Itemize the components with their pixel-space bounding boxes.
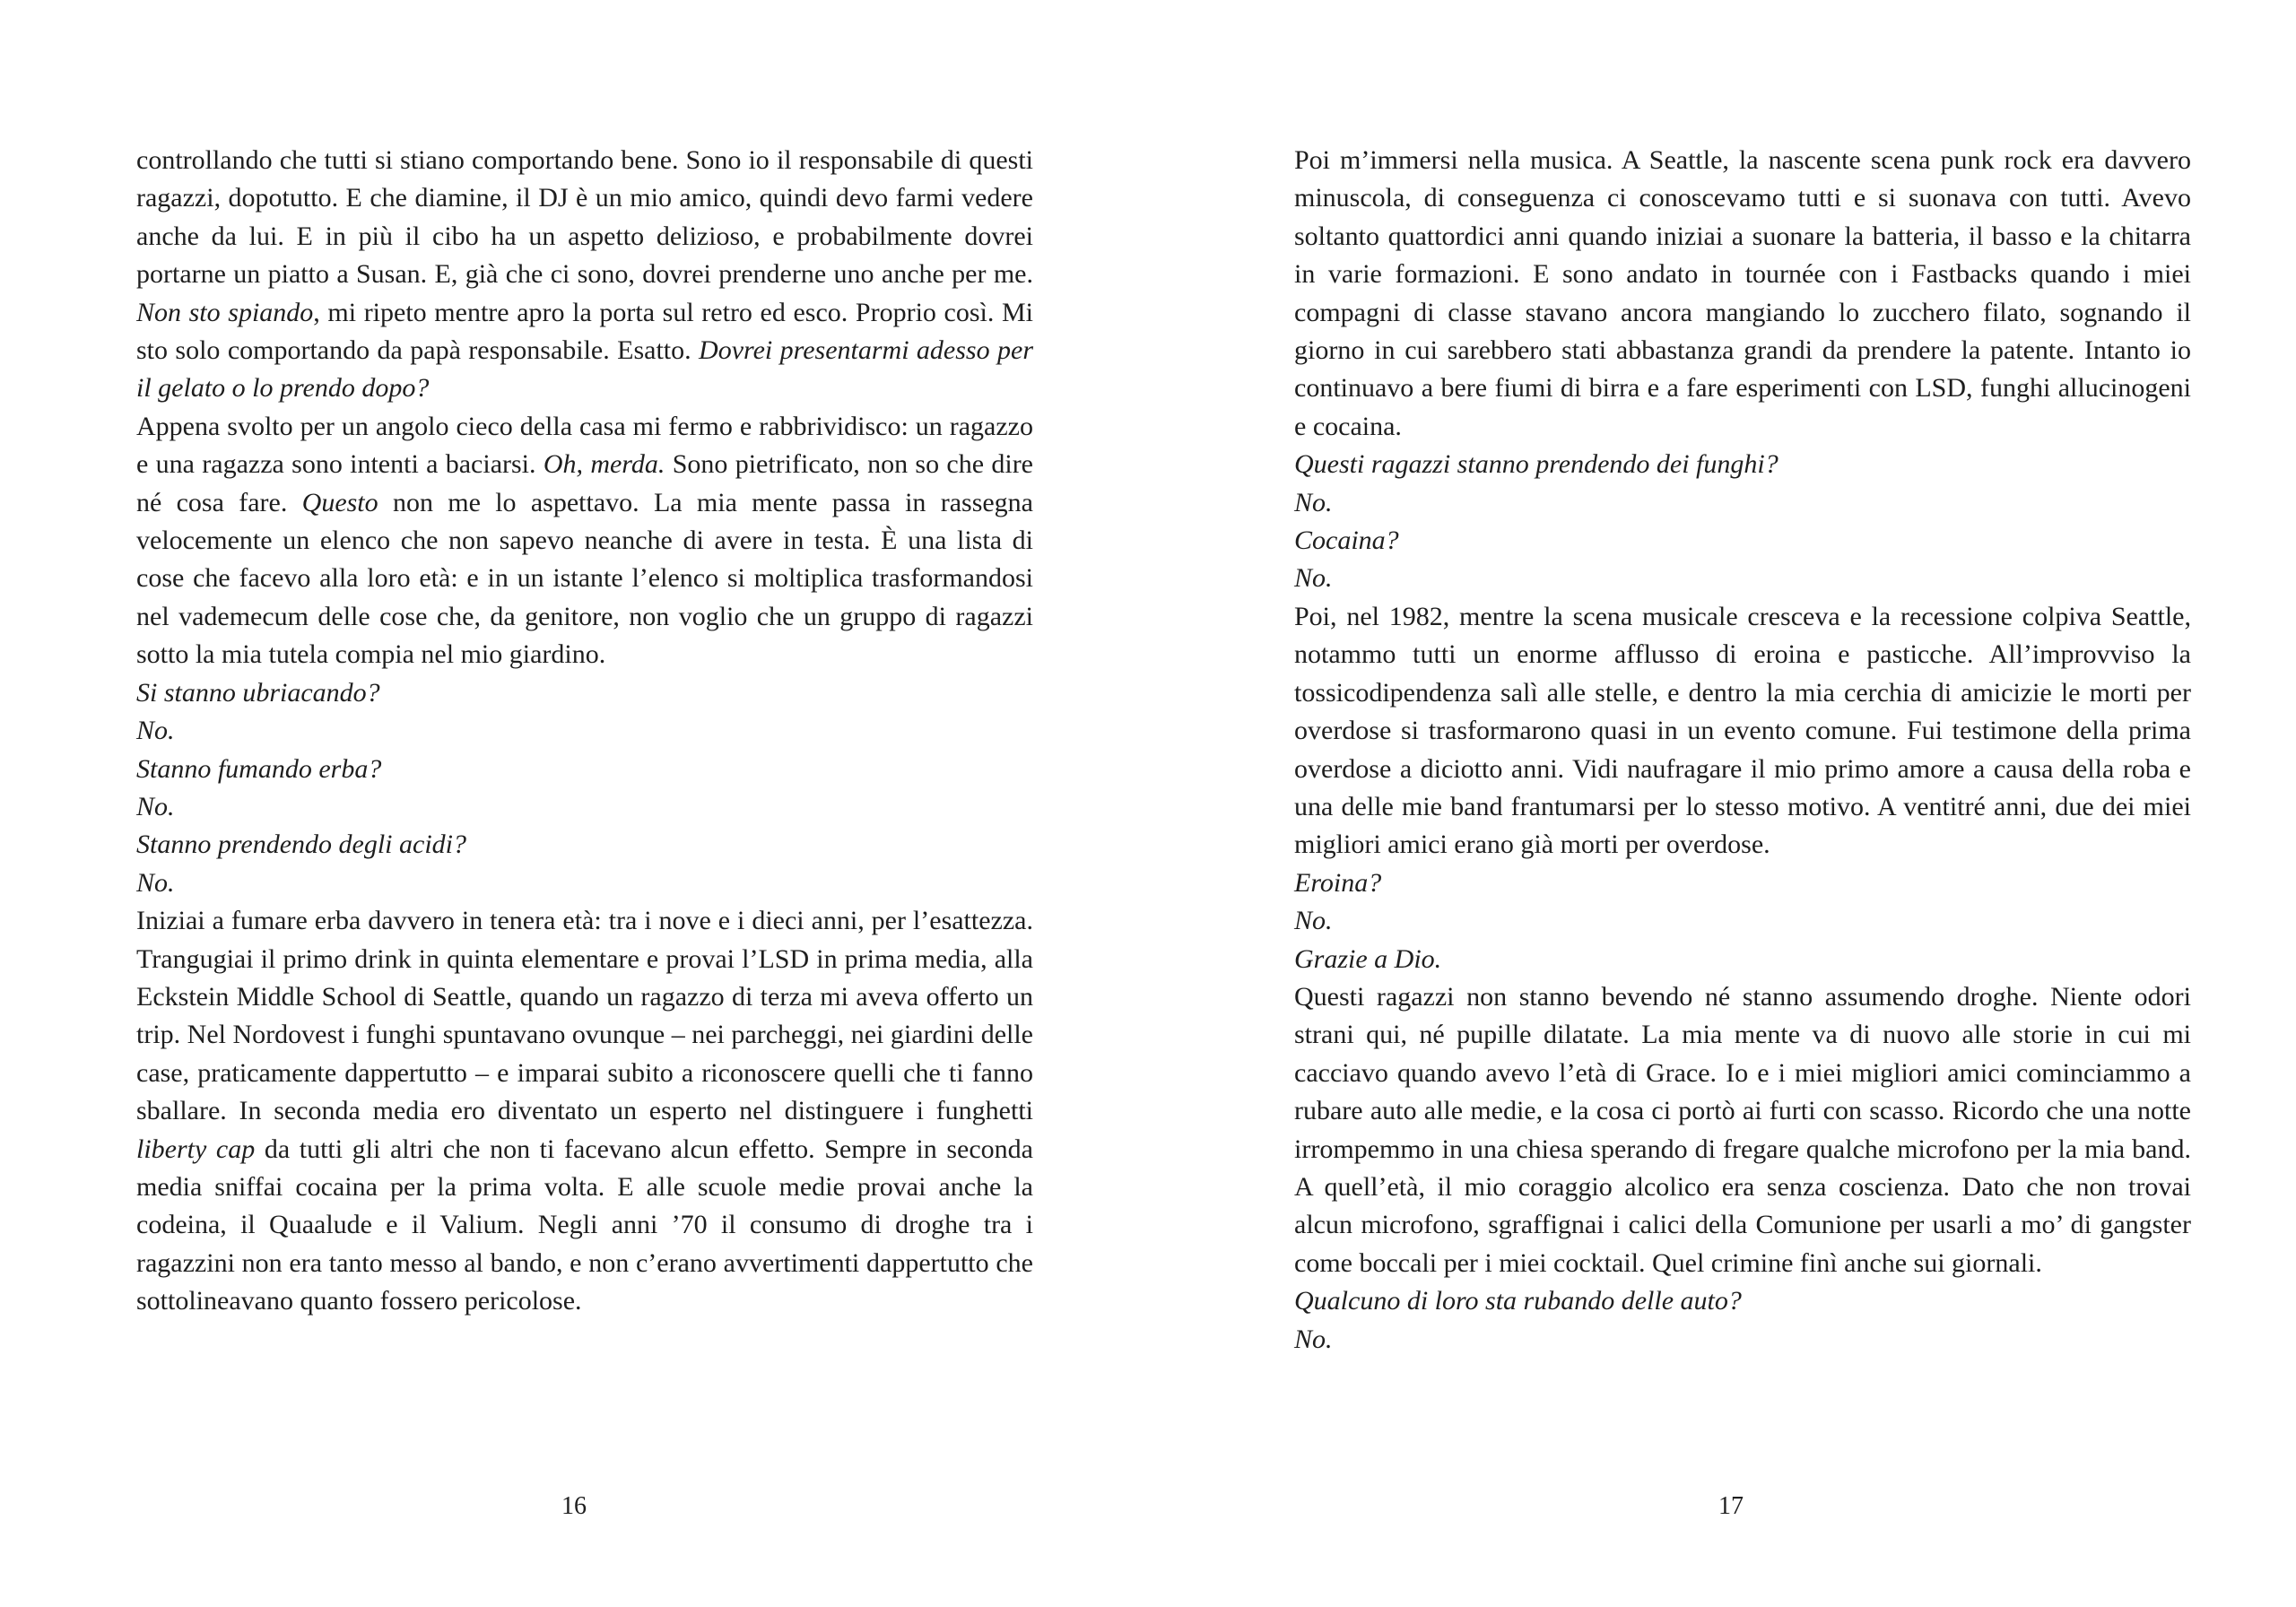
left-page-body xyxy=(136,142,1033,1321)
paragraph xyxy=(1294,864,2191,902)
paragraph xyxy=(136,902,1033,1320)
italic-text-run: Questi ragazzi stanno prendendo dei funghi? xyxy=(1294,449,1779,480)
paragraph xyxy=(1294,446,2191,483)
paragraph xyxy=(1294,1321,2191,1359)
paragraph xyxy=(136,788,1033,826)
italic-text-run: Questo xyxy=(301,487,378,517)
text-run: controllando che tutti si stiano comportando bene. Sono io il responsabile di questi ragazzi, dopotutto. E che diamine, il DJ è un mio amico, quindi devo farmi vedere anche da lui. E in più il cibo ha un aspetto delizioso, e probabilmente dovrei portarne un piatto a Susan. E, già che ci sono, dovrei prenderne uno anche per me. xyxy=(136,145,1033,290)
paragraph xyxy=(1294,484,2191,522)
paragraph xyxy=(136,142,1033,408)
italic-text-run: No. xyxy=(1294,487,1333,517)
italic-text-run: Grazie a Dio. xyxy=(1294,943,1442,974)
italic-text-run: No. xyxy=(136,791,175,821)
text-run: Sono pietrificato, non so che dire né cosa fare. xyxy=(136,449,1034,517)
paragraph xyxy=(1294,598,2191,864)
italic-text-run: Stanno prendendo degli acidi? xyxy=(136,830,466,860)
italic-text-run: Si stanno ubriacando? xyxy=(136,677,380,708)
text-run: , mi ripeto mentre apro la porta sul retro ed esco. Proprio così. Mi sto solo comportando da papà responsabile. Esatto. xyxy=(136,297,1033,366)
paragraph xyxy=(136,826,1033,864)
italic-text-run: No. xyxy=(1294,563,1333,594)
text-run: Appena svolto per un angolo cieco della casa mi fermo e rabbrividisco: un ragazzo e una ragazza sono intenti a baciarsi. xyxy=(136,411,1033,480)
text-run: Iniziai a fumare erba davvero in tenera età: tra i nove e i dieci anni, per l’esattezza. Trangugiai il primo drink in quinta elementare e provai l’LSD in prima media, alla Eckstein Middle School di Seattle, quando un ragazzo di terza mi aveva offerto un trip. Nel Nordovest i funghi spuntavano ovunque – nei parcheggi, nei giardini delle case, praticamente dappertutto – e imparai subito a riconoscere quelli che ti fanno sballare. In seconda media ero diventato un esperto nel distinguere i funghetti xyxy=(136,906,1033,1126)
paragraph xyxy=(136,674,1033,712)
italic-text-run: Stanno fumando erba? xyxy=(136,753,382,784)
italic-text-run: Eroina? xyxy=(1294,867,1382,898)
right-page-body xyxy=(1294,142,2191,1359)
italic-text-run: Cocaina? xyxy=(1294,526,1399,556)
paragraph xyxy=(1294,978,2191,1282)
paragraph xyxy=(136,751,1033,788)
paragraph xyxy=(1294,522,2191,560)
italic-text-run: Qualcuno di loro sta rubando delle auto? xyxy=(1294,1286,1742,1316)
right-page-number: 17 xyxy=(1718,1492,1744,1520)
paragraph xyxy=(1294,902,2191,940)
text-run: Poi, nel 1982, mentre la scena musicale cresceva e la recessione colpiva Seattle, notammo tutti un enorme afflusso di eroina e pasticche. All’improvviso la tossicodipendenza salì alle stelle, e dentro la mia cerchia di amicizie le morti per overdose si trasformarono quasi in un evento comune. Fui testimone della prima overdose a diciotto anni. Vidi naufragare il mio primo amore a causa della roba e una delle mie band frantumarsi per lo stesso motivo. A ventitré anni, due dei miei migliori amici erano già morti per overdose. xyxy=(1294,601,2191,860)
italic-text-run: Dovrei presentarmi adesso per il gelato o lo prendo dopo? xyxy=(136,335,1033,404)
italic-text-run: No. xyxy=(1294,1324,1333,1354)
text-run: non me lo aspettavo. La mia mente passa in rassegna velocemente un elenco che non sapevo neanche di avere in testa. È una lista di cose che facevo alla loro età: e in un istante l’elenco si moltiplica trasformandosi nel vademecum delle cose che, da genitore, non voglio che un gruppo di ragazzi sotto la mia tutela compia nel mio giardino. xyxy=(136,487,1034,670)
paragraph xyxy=(136,408,1033,674)
left-page-number: 16 xyxy=(561,1492,587,1520)
text-run: da tutti gli altri che non ti facevano alcun effetto. Sempre in seconda media sniffai cocaina per la prima volta. E alle scuole medie provai anche la codeina, il Quaalude e il Valium. Negli anni ’70 il consumo di droghe tra i ragazzini non era tanto messo al bando, e non c’erano avvertimenti dappertutto che sottolineavano quanto fossero pericolose. xyxy=(136,1134,1033,1316)
italic-text-run: No. xyxy=(1294,906,1333,936)
text-run: Questi ragazzi non stanno bevendo né stanno assumendo droghe. Niente odori strani qui, né pupille dilatate. La mia mente va di nuovo alle storie in cui mi cacciavo quando avevo l’età di Grace. Io e i miei migliori amici cominciammo a rubare auto alle medie, e la cosa ci portò ai furti con scasso. Ricordo che una notte irrompemmo in una chiesa sperando di fregare qualche microfono per la mia band. A quell’età, il mio coraggio alcolico era senza coscienza. Dato che non trovai alcun microfono, sgraffignai i calici della Comunione per usarli a mo’ di gangster come boccali per i miei cocktail. Quel crimine finì anche sui giornali. xyxy=(1294,981,2191,1278)
italic-text-run: Non sto spiando xyxy=(136,297,314,327)
italic-text-run: No. xyxy=(136,867,175,898)
paragraph xyxy=(136,864,1033,902)
paragraph xyxy=(136,712,1033,750)
italic-text-run: Oh, merda. xyxy=(543,449,665,480)
paragraph xyxy=(1294,941,2191,978)
italic-text-run: No. xyxy=(136,716,175,746)
paragraph xyxy=(1294,142,2191,446)
right-page xyxy=(1148,0,2296,1607)
italic-text-run: liberty cap xyxy=(136,1134,256,1164)
text-run: Poi m’immersi nella musica. A Seattle, la nascente scena punk rock era davvero minuscola, di conseguenza ci conoscevamo tutti e si suonava con tutti. Avevo soltanto quattordici anni quando iniziai a suonare la batteria, il basso e la chitarra in varie formazioni. E sono andato in tournée con i Fastbacks quando i miei compagni di classe stavano ancora mangiando lo zucchero filato, sognando il giorno in cui sarebbero stati abbastanza grandi da prendere la patente. Intanto io continuavo a bere fiumi di birra e a fare esperimenti con LSD, funghi allucinogeni e cocaina. xyxy=(1294,145,2191,441)
paragraph xyxy=(1294,1282,2191,1320)
paragraph xyxy=(1294,560,2191,597)
